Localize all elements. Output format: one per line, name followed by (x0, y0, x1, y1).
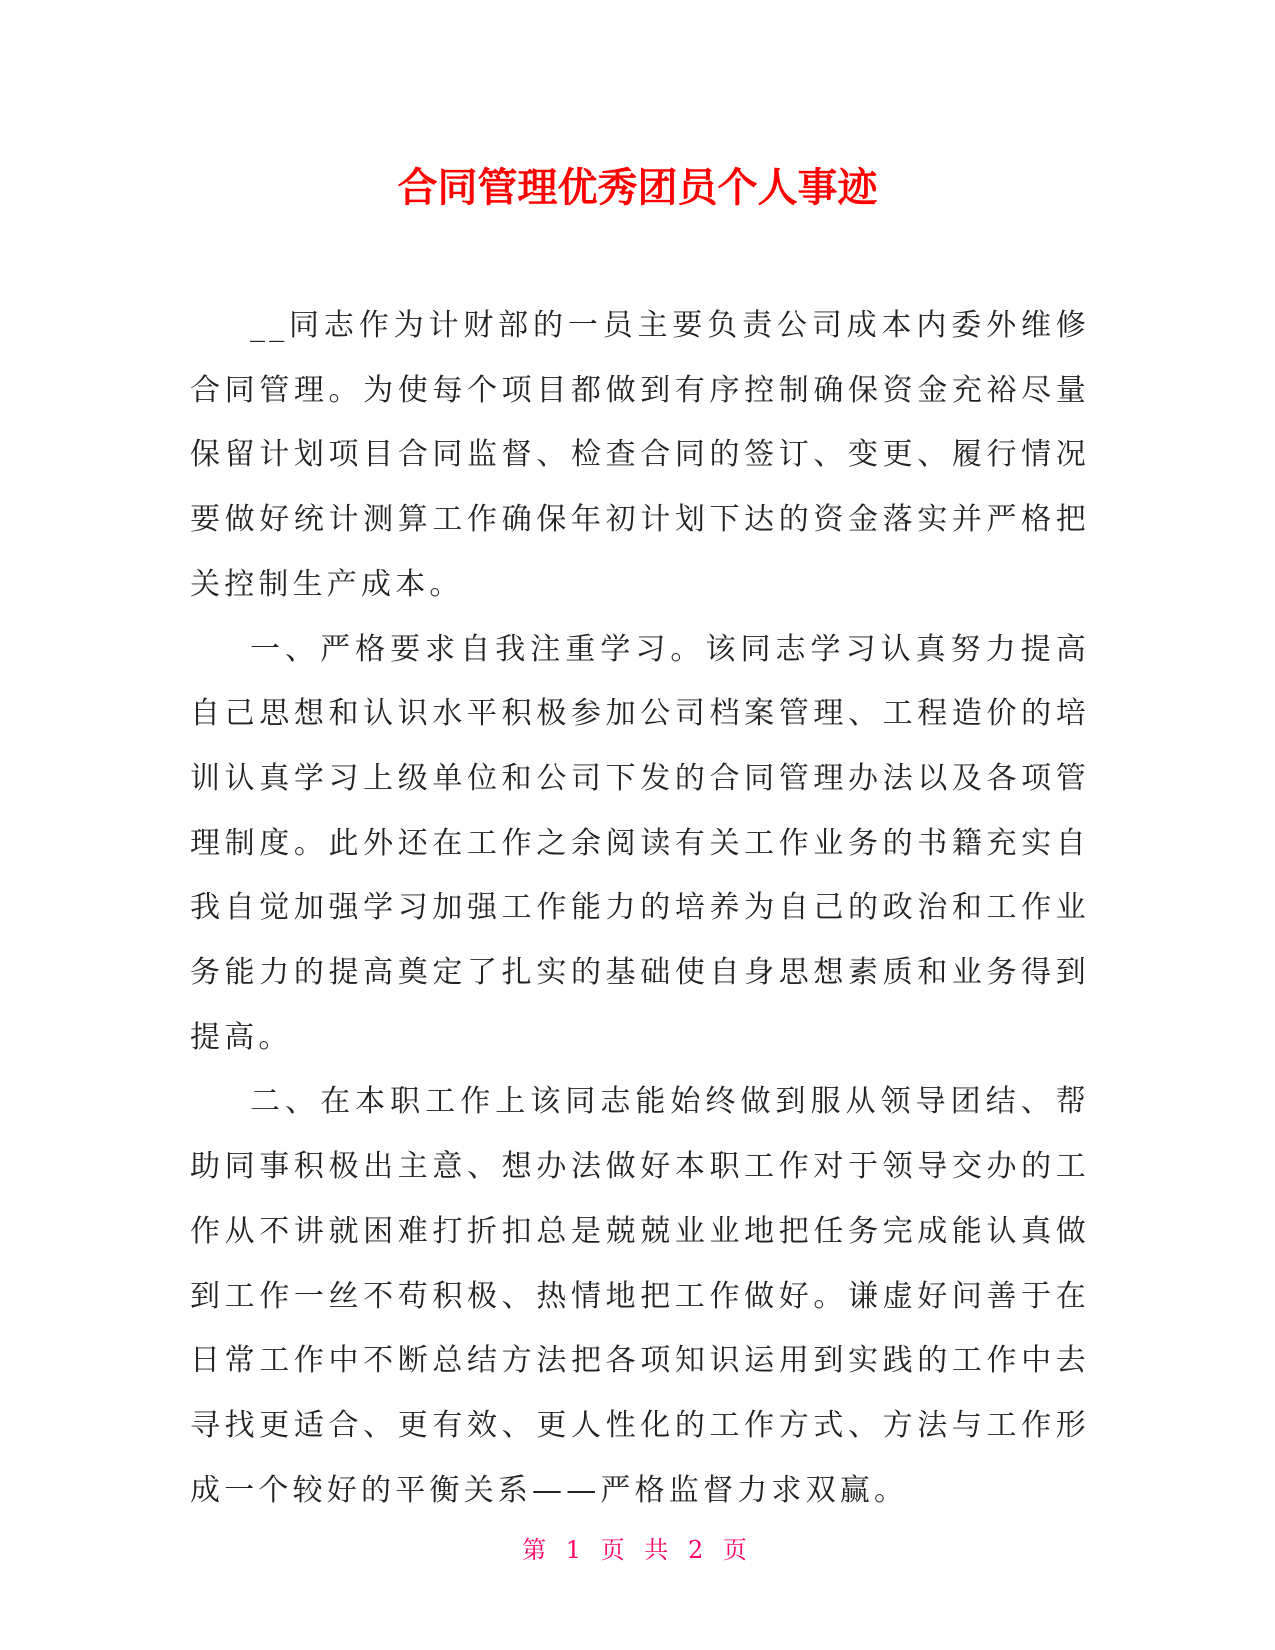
paragraph-intro: __同志作为计财部的一员主要负责公司成本内委外维修合同管理。为使每个项目都做到有序控制确保资金充裕尽量保留计划项目合同监督、检查合同的签订、变更、履行情况要做好统计测算工作确保年初计划下达的资金落实并严格把关控制生产成本。 (190, 308, 1090, 602)
page-footer: 第 1 页 共 2 页 (522, 1536, 753, 1564)
document-body (190, 294, 1090, 1523)
document-title: 合同管理优秀团员个人事迹 (397, 165, 878, 211)
paragraph-section-two: 二、在本职工作上该同志能始终做到服从领导团结、帮助同事积极出主意、想办法做好本职工作对于领导交办的工作从不讲就困难打折扣总是兢兢业业地把任务完成能认真做到工作一丝不苟积极、热情地把工作做好。谦虚好问善于在日常工作中不断总结方法把各项知识运用到实践的工作中去寻找更适合、更有效、更人性化的工作方式、方法与工作形成一个较好的平衡关系——严格监督力求双赢。 (190, 1084, 1090, 1508)
paragraph-section-one: 一、严格要求自我注重学习。该同志学习认真努力提高自己思想和认识水平积极参加公司档案管理、工程造价的培训认真学习上级单位和公司下发的合同管理办法以及各项管理制度。此外还在工作之余阅读有关工作业务的书籍充实自我自觉加强学习加强工作能力的培养为自己的政治和工作业务能力的提高奠定了扎实的基础使自身思想素质和业务得到提高。 (190, 631, 1090, 1055)
